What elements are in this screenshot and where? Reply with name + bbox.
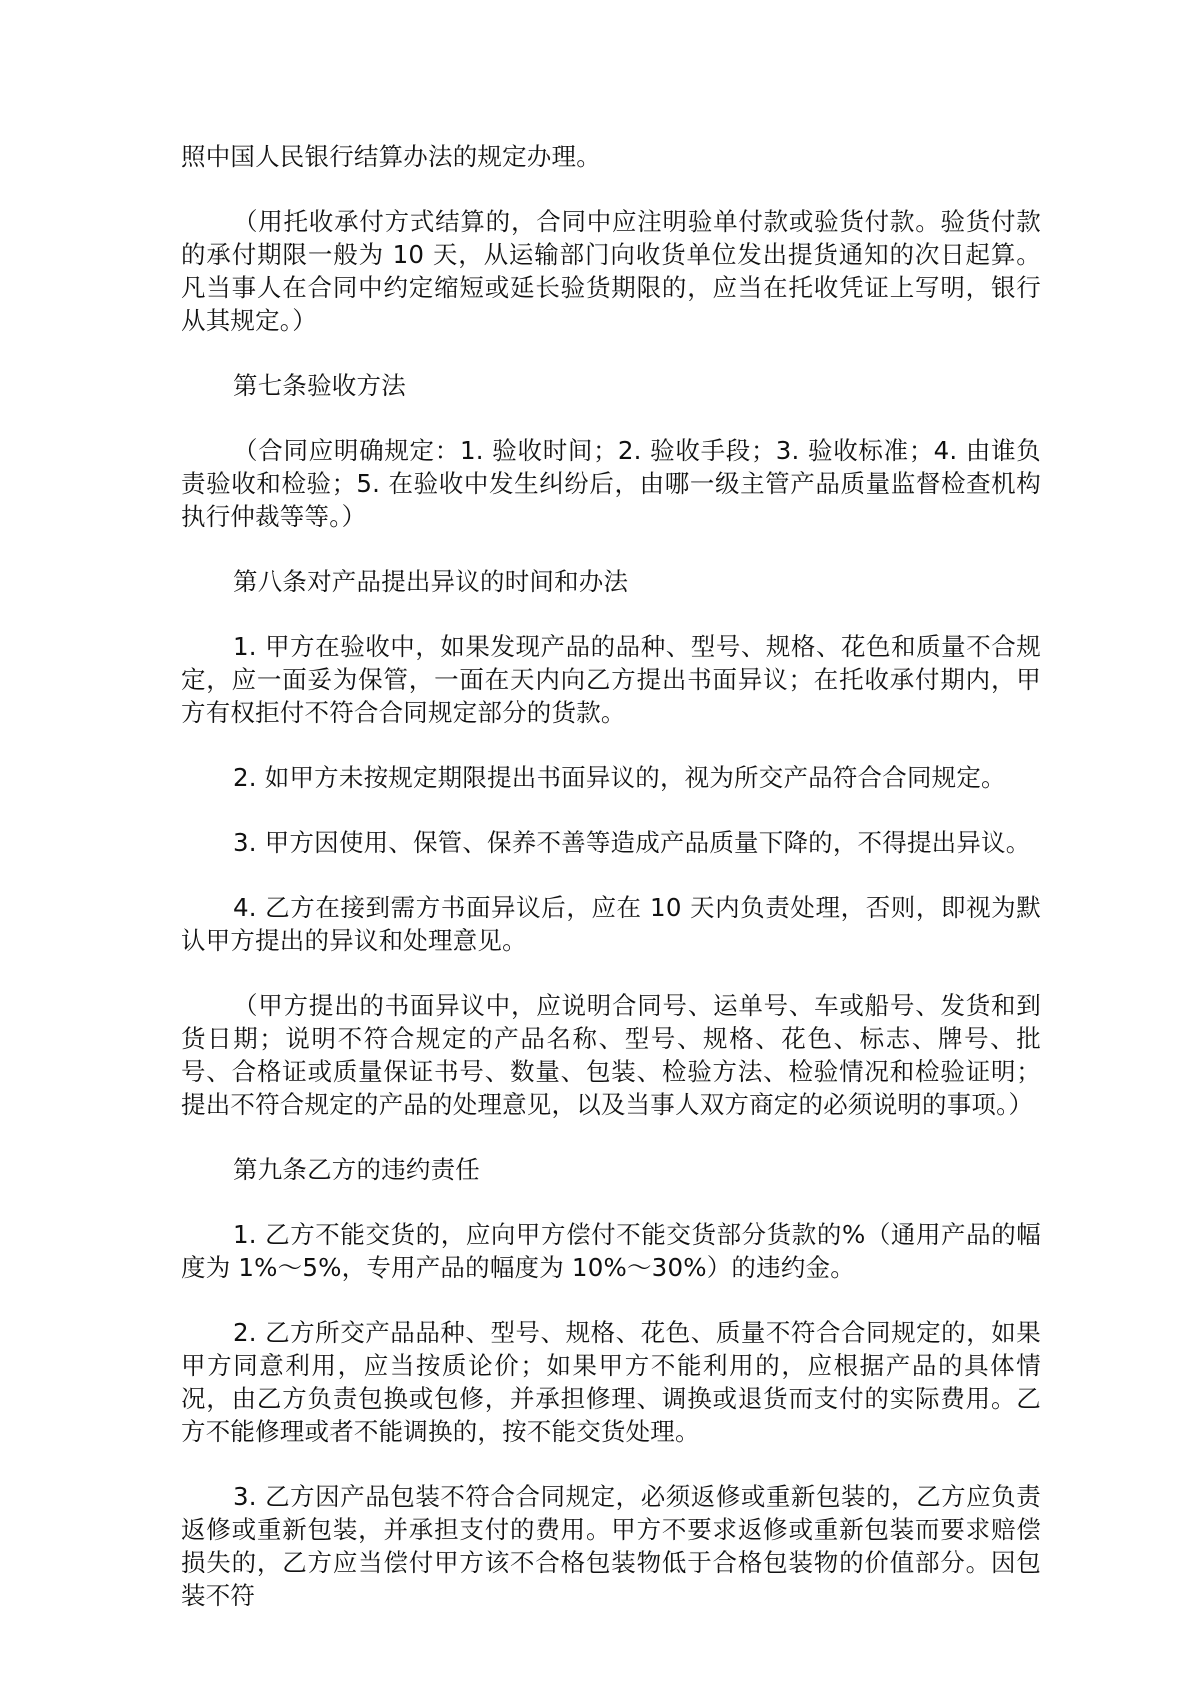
article-7-heading: 第七条验收方法 [233, 371, 406, 400]
article-9-item-2: 2. 乙方所交产品品种、型号、规格、花色、质量不符合合同规定的，如果甲方同意利用，应当按质论价；如果甲方不能利用的，应根据产品的具体情况，由乙方负责包换或包修，并承担修理、调换或退货而支付的实际费用。乙方不能修理或者不能调换的，按不能交货处理。 [181, 1318, 1041, 1446]
paragraph-acceptance-note: （合同应明确规定：1. 验收时间；2. 验收手段；3. 验收标准；4. 由谁负责验收和检验；5. 在验收中发生纠纷后，由哪一级主管产品质量监督检查机构执行仲裁等等。） [181, 436, 1041, 531]
paragraph-objection-note: （甲方提出的书面异议中，应说明合同号、运单号、车或船号、发货和到货日期；说明不符合规定的产品名称、型号、规格、花色、标志、牌号、批号、合格证或质量保证书号、数量、包装、检验方法、检验情况和检验证明；提出不符合规定的产品的处理意见，以及当事人双方商定的必须说明的事项。） [181, 991, 1041, 1119]
article-8-item-3: 3. 甲方因使用、保管、保养不善等造成产品质量下降的，不得提出异议。 [233, 828, 1031, 857]
article-8-item-2: 2. 如甲方未按规定期限提出书面异议的，视为所交产品符合合同规定。 [233, 763, 1006, 792]
article-9-item-3: 3. 乙方因产品包装不符合合同规定，必须返修或重新包装的，乙方应负责返修或重新包装，并承担支付的费用。甲方不要求返修或重新包装而要求赔偿损失的，乙方应当偿付甲方该不合格包装物低于合格包装物的价值部分。因包装不符 [181, 1482, 1041, 1610]
paragraph-payment-note: （用托收承付方式结算的，合同中应注明验单付款或验货付款。验货付款的承付期限一般为 10 天，从运输部门向收货单位发出提货通知的次日起算。凡当事人在合同中约定缩短或延长验货期限的，应当在托收凭证上写明，银行从其规定。） [181, 207, 1041, 335]
article-9-item-1: 1. 乙方不能交货的，应向甲方偿付不能交货部分货款的%（通用产品的幅度为 1%～5%，专用产品的幅度为 10%～30%）的违约金。 [181, 1220, 1041, 1282]
article-9-heading: 第九条乙方的违约责任 [233, 1155, 480, 1184]
article-8-item-4: 4. 乙方在接到需方书面异议后，应在 10 天内负责处理，否则，即视为默认甲方提出的异议和处理意见。 [181, 893, 1041, 955]
article-8-item-1: 1. 甲方在验收中，如果发现产品的品种、型号、规格、花色和质量不合规定，应一面妥为保管，一面在天内向乙方提出书面异议；在托收承付期内，甲方有权拒付不符合合同规定部分的货款。 [181, 632, 1041, 727]
document-body [181, 140, 1041, 1644]
article-8-heading: 第八条对产品提出异议的时间和办法 [233, 567, 629, 596]
paragraph-continuation: 照中国人民银行结算办法的规定办理。 [181, 142, 601, 171]
